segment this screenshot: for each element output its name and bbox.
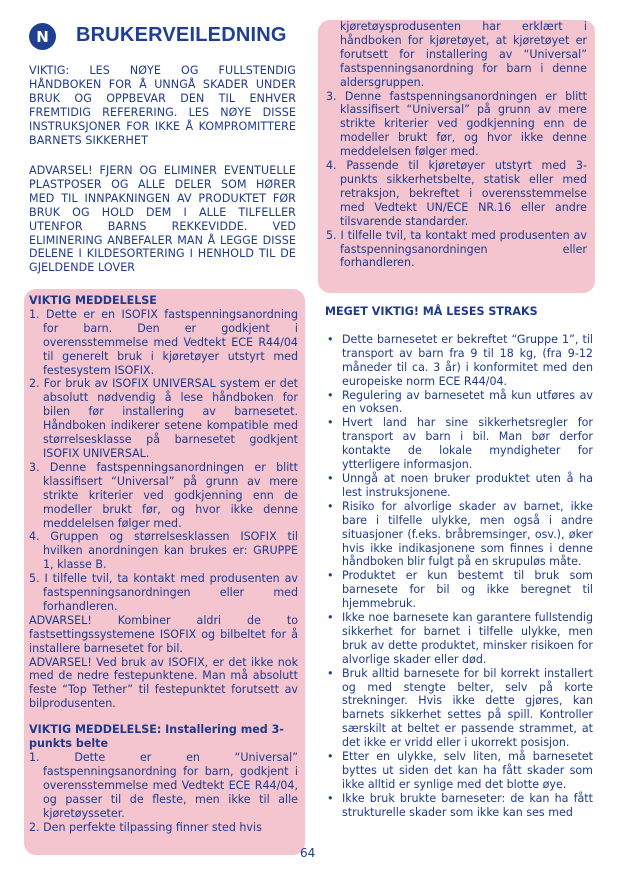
bullet-icon: • bbox=[327, 471, 334, 485]
bullet-icon: • bbox=[327, 416, 334, 430]
list-item: • Ikke bruk brukte barneseter: de kan ha fått strukturelle skader som ikke kan ses med bbox=[327, 791, 593, 819]
list-item: • Unngå at noen bruker produktet uten å ha lest instruksjonene. bbox=[327, 471, 593, 499]
bullet-icon: • bbox=[327, 750, 334, 764]
list-item: 5. I tilfelle tvil, ta kontakt med produsenten av fastspenningsanordningen eller forhandleren. bbox=[326, 228, 587, 270]
list-item: • Etter en ulykke, selv liten, må barnesetet byttes ut siden det kan ha fått skader som ikke alltid er synlige med det blotte øye. bbox=[327, 750, 593, 791]
list-item: 5. I tilfelle tvil, ta kontakt med produsenten av fastspenningsanordningen eller med forhandleren. bbox=[29, 572, 298, 613]
list-item: 4. Gruppen og størrelsesklassen ISOFIX til hvilken anordningen kan brukes er: GRUPPE 1, klasse B. bbox=[29, 530, 298, 572]
installation-notice-list bbox=[29, 751, 298, 834]
page-header bbox=[29, 23, 299, 51]
list-item: 3. Denne fastspenningsanordningen er blitt klassifisert “Universal” på grunn av mere strikte kriterier ved godkjenning enn de modeller brukt før, og hvor ikke denne meddelelsen følger med. bbox=[326, 89, 587, 159]
isofix-warning-a: ADVARSEL! Kombiner aldri de to fastsettingssystemene ISOFIX og bilbeltet for å installere barnesetet for bil. bbox=[29, 613, 298, 655]
list-item: • Bruk alltid barnesete for bil korrekt installert og med stengte belter, selv på korte strekninger. Hvis ikke dette gjøres, kan barnets sikkerhet settes på spill. Kontroller særskilt at beltet er passende strammet, at det ikke er vridd eller i ukorrekt posisjon. bbox=[327, 666, 593, 750]
list-item: • Produktet er kun bestemt til bruk som barnesete for bil og ikke beregnet til hjemmebruk. bbox=[327, 569, 593, 611]
bullet-icon: • bbox=[327, 332, 334, 346]
important-notice-box bbox=[24, 289, 305, 855]
very-important-bullets bbox=[325, 333, 593, 820]
bullet-icon: • bbox=[327, 611, 334, 625]
installation-notice-title: VIKTIG MEDDELELSE: Installering med 3-punkts belte bbox=[29, 723, 284, 751]
installation-notice-list-continued bbox=[326, 90, 587, 271]
very-important-title: MEGET VIKTIG! MÅ LESES STRAKS bbox=[325, 305, 538, 318]
bullet-icon: • bbox=[327, 569, 334, 583]
isofix-warning-b: ADVARSEL! Ved bruk av ISOFIX, er det ikke nok med de nedre festepunktene. Man må absolutt feste “Top Tether” til festepunktet forutsett av bilprodusenten. bbox=[29, 655, 298, 711]
important-notice-title: VIKTIG MEDDELELSE bbox=[29, 294, 157, 307]
list-item: 3. Denne fastspenningsanordningen er blitt klassifisert “Universal” på grunn av mere strikte kriterier ved godkjenning enn de modeller brukt før, og hvor ikke denne meddelelsen følger med. bbox=[29, 460, 298, 530]
list-item: • Ikke noe barnesete kan garantere fullstendig sikkerhet for barnet i tilfelle ulykke, men bruk av dette produktet, minsker risikoen for alvorlige skader eller død. bbox=[327, 611, 593, 666]
very-important-section bbox=[325, 305, 593, 820]
page-title: BRUKERVEILEDNING bbox=[76, 24, 287, 46]
bullet-icon: • bbox=[327, 791, 334, 805]
list-item: 2. Den perfekte tilpassing finner sted hvis bbox=[29, 820, 262, 834]
bullet-icon: • bbox=[327, 388, 334, 402]
list-item: • Regulering av barnesetet må kun utføres av en voksen. bbox=[327, 388, 593, 416]
installation-notice-continued-box bbox=[318, 20, 595, 293]
bullet-icon: • bbox=[327, 666, 334, 680]
language-badge: N bbox=[29, 23, 56, 50]
important-notice-list bbox=[29, 308, 298, 614]
intro-paragraph: VIKTIG: LES NØYE OG FULLSTENDIG HÅNDBOKEN FOR Å UNNGÅ SKADER UNDER BRUK OG OPPBEVAR DEN TIL ENHVER FREMTIDIG REFERERING. LES NØYE DISSE INSTRUKSJONER FOR IKKE Å KOMPROMITTERE BARNETS SIKKERHET bbox=[29, 64, 296, 147]
page-number: 64 bbox=[300, 846, 316, 860]
list-item: • Dette barnesetet er bekreftet “Gruppe 1”, til transport av barn fra 9 til 18 kg, (fra 9-12 måneder til ca. 3 år) i konformitet med den europeiske norm ECE R44/04. bbox=[327, 332, 593, 388]
list-item: 2. For bruk av ISOFIX UNIVERSAL system er det absolutt nødvendig å lese håndboken for bilen før installering av barnesetet. Håndboken indikerer setene kompatible med størrelsesklasse på barnesetet godkjent ISOFIX UNIVERSAL. bbox=[29, 377, 298, 460]
installation-continuation: kjøretøysprodusenten har erklært i håndboken for kjøretøyet, at kjøretøyet er forutsett for installering av “Universal” fastspenningsanordning for barn i denne aldersgruppen. bbox=[340, 20, 587, 89]
list-item: 1. Dette er en ISOFIX fastspenningsanordning for barn. Den er godkjent i overensstemmelse med Vedtekt ECE R44/04 til generelt bruk i kjøretøyer utstyrt med festesystem ISOFIX. bbox=[29, 307, 298, 377]
packaging-warning: ADVARSEL! FJERN OG ELIMINER EVENTUELLE PLASTPOSER OG ALLE DELER SOM HØRER MED TIL INNPAKNINGEN AV PRODUKTET FØR BRUK OG HOLD DEM I ALLE TILFELLER UTENFOR BARNS REKKEVIDDE. VED ELIMINERING ANBEFALER MAN Å LEGGE DISSE DELENE I KILDESORTERING I HENHOLD TIL DE GJELDENDE LOVER bbox=[29, 164, 296, 275]
list-item: 1. Dette er en “Universal” fastspenningsanordning for barn, godkjent i overensstemmelse med Vedtekt ECE R44/04, og passer til de fleste, men ikke til alle kjøretøysseter. bbox=[29, 751, 298, 820]
bullet-icon: • bbox=[327, 499, 334, 513]
list-item: 4. Passende til kjøretøyer utstyrt med 3-punkts sikkerhetsbelte, statisk eller med retraksjon, bekreftet i overensstemmelse med Vedtekt UN/ECE NR.16 eller andre tilsvarende standarder. bbox=[326, 159, 587, 228]
list-item: • Hvert land har sine sikkerhetsregler for transport av barn i bil. Man bør derfor kontakte de lokale myndigheter for ytterligere informasjon. bbox=[327, 416, 593, 472]
list-item: • Risiko for alvorlige skader av barnet, ikke bare i tilfelle ulykke, men også i andre situasjoner (f.eks. bråbremsinger, osv.), øker hvis ikke indikasjonene som finnes i denne håndboken blir fulgt på en skrupuløs måte. bbox=[327, 499, 593, 569]
